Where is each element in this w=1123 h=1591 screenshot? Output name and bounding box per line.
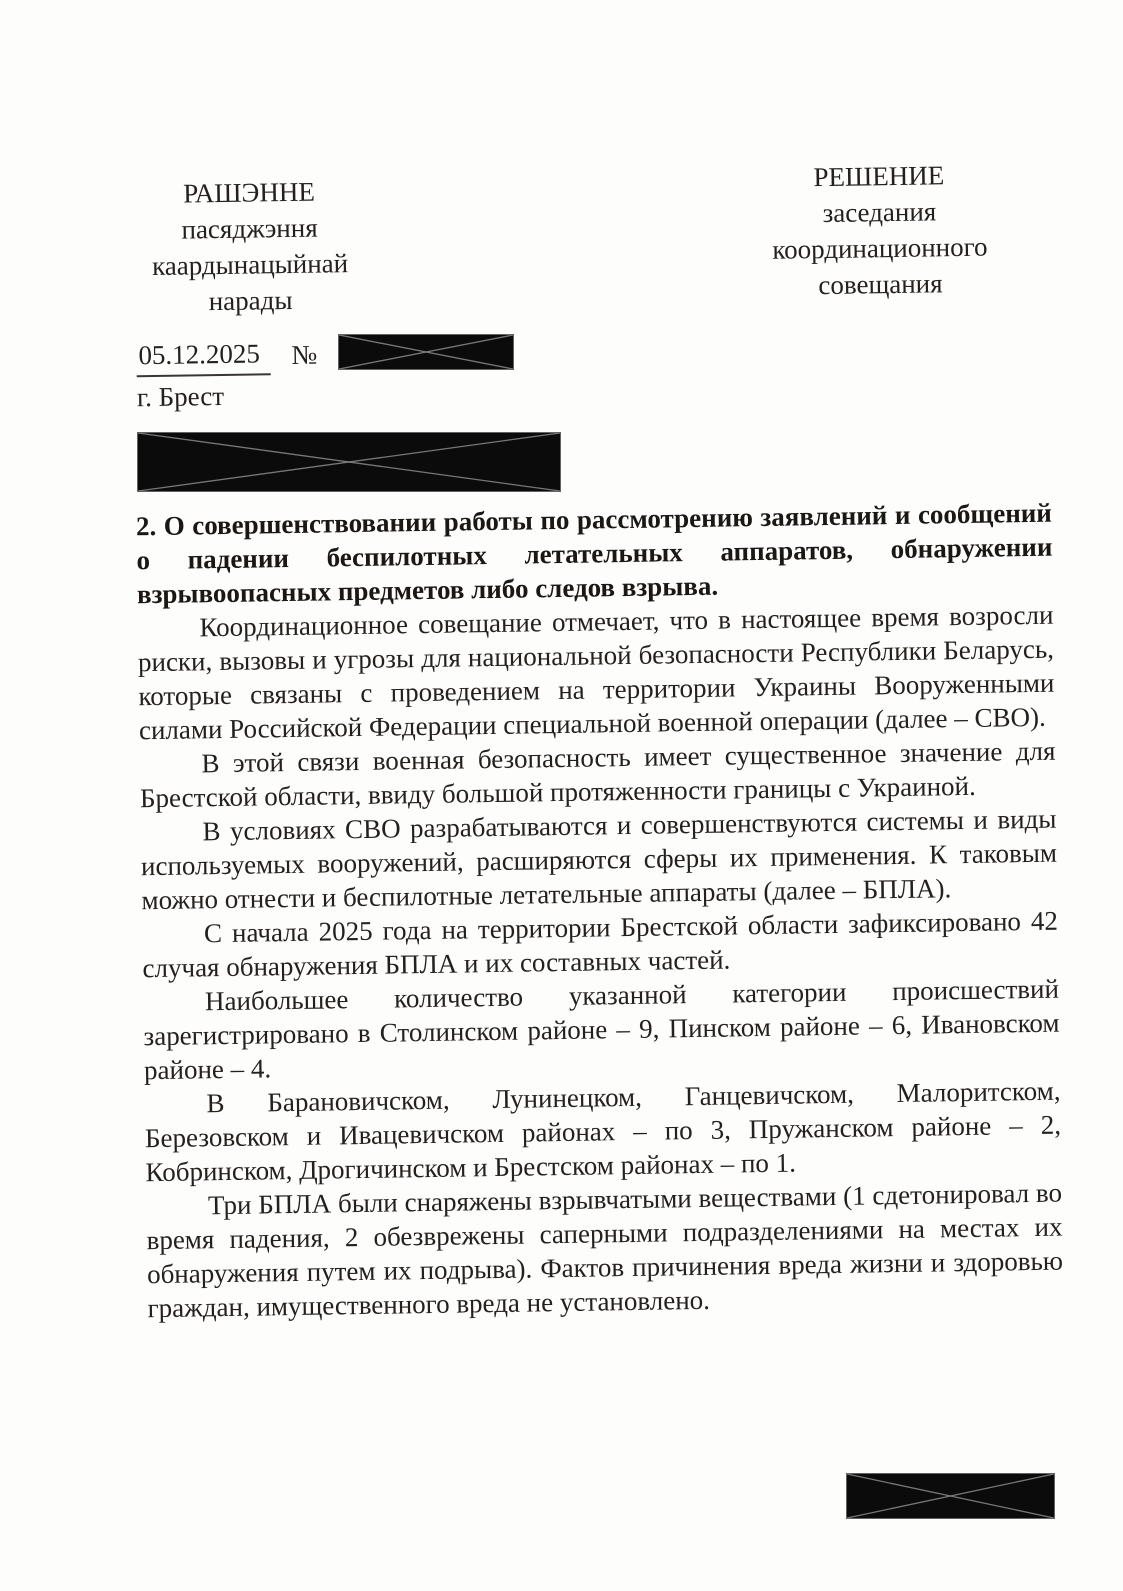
redaction-cross-icon [138, 433, 560, 491]
agenda-item-heading: 2. О совершенствовании работы по рассмотрению заявлений и сообщений о падении беспилотных летательных аппаратов, обнаружении взрывоопасных предметов либо следов взрыва. [135, 497, 1053, 610]
redaction-cross-icon [847, 1474, 1054, 1518]
header-belarusian [114, 173, 386, 321]
doc-subtitle-by-3: нарады [208, 284, 293, 317]
redaction-box-signature [846, 1473, 1055, 1519]
document-date: 05.12.2025 [136, 338, 270, 377]
body-paragraph: Три БПЛА были снаряжены взрывчатыми веществами (1 сдетонировал во время падения, 2 обезврежены саперными подразделениями на местах их обнаружения путем их подрыва). Фактов причинения вреда жизни и здоровью граждан, имущественного вреда не установлено. [146, 1177, 1064, 1324]
body-paragraph: В Барановичском, Лунинецком, Ганцевичском, Малоритском, Березовском и Ивацевичском районах – по 3, Пружанском районе – 2, Кобринском, Дрогичинском и Брестском районах – по 1. [144, 1075, 1062, 1188]
body-paragraph: С начала 2025 года на территории Брестской области зафиксировано 42 случая обнаружения БПЛА и их составных частей. [142, 905, 1059, 984]
redaction-cross-icon [339, 335, 513, 369]
document-city: г. Брест [136, 380, 225, 413]
redaction-box-subject [137, 432, 561, 492]
doc-title-by: РАШЭННЕ [183, 176, 316, 209]
header-russian [729, 156, 1031, 304]
body-paragraph: В условиях СВО разрабатываются и совершенствуются системы и виды используемых вооружений, расширяются сферы их применения. К таковым можно отнести и беспилотные летательные аппараты (далее – БПЛА). [140, 803, 1058, 916]
document-number-label: № [291, 339, 318, 370]
body-paragraph: Наибольшее количество указанной категории происшествий зарегистрировано в Столинском районе – 9, Пинском районе – 6, Ивановском районе – 4. [143, 973, 1060, 1086]
doc-subtitle-ru-3: совещания [818, 268, 943, 301]
body-paragraph: В этой связи военная безопасность имеет существенное значение для Брестской области, ввиду большой протяженности границы с Украиной. [139, 735, 1056, 814]
doc-title-ru: РЕШЕНИЕ [813, 160, 945, 193]
doc-subtitle-ru-1: заседания [822, 196, 937, 229]
doc-subtitle-by-1: пасяджэння [181, 212, 318, 245]
doc-subtitle-ru-2: координационного [772, 231, 988, 265]
document-body [136, 496, 1064, 1325]
redaction-box-document-number [338, 334, 514, 370]
doc-subtitle-by-2: каардынацыйнай [151, 248, 349, 282]
body-paragraph: Координационное совещание отмечает, что в настоящее время возросли риски, вызовы и угрозы для национальной безопасности Республики Беларусь, которые связаны с проведением на территории Украины Вооруженными силами Российской Федерации специальной военной операции (далее – СВО). [137, 599, 1055, 746]
